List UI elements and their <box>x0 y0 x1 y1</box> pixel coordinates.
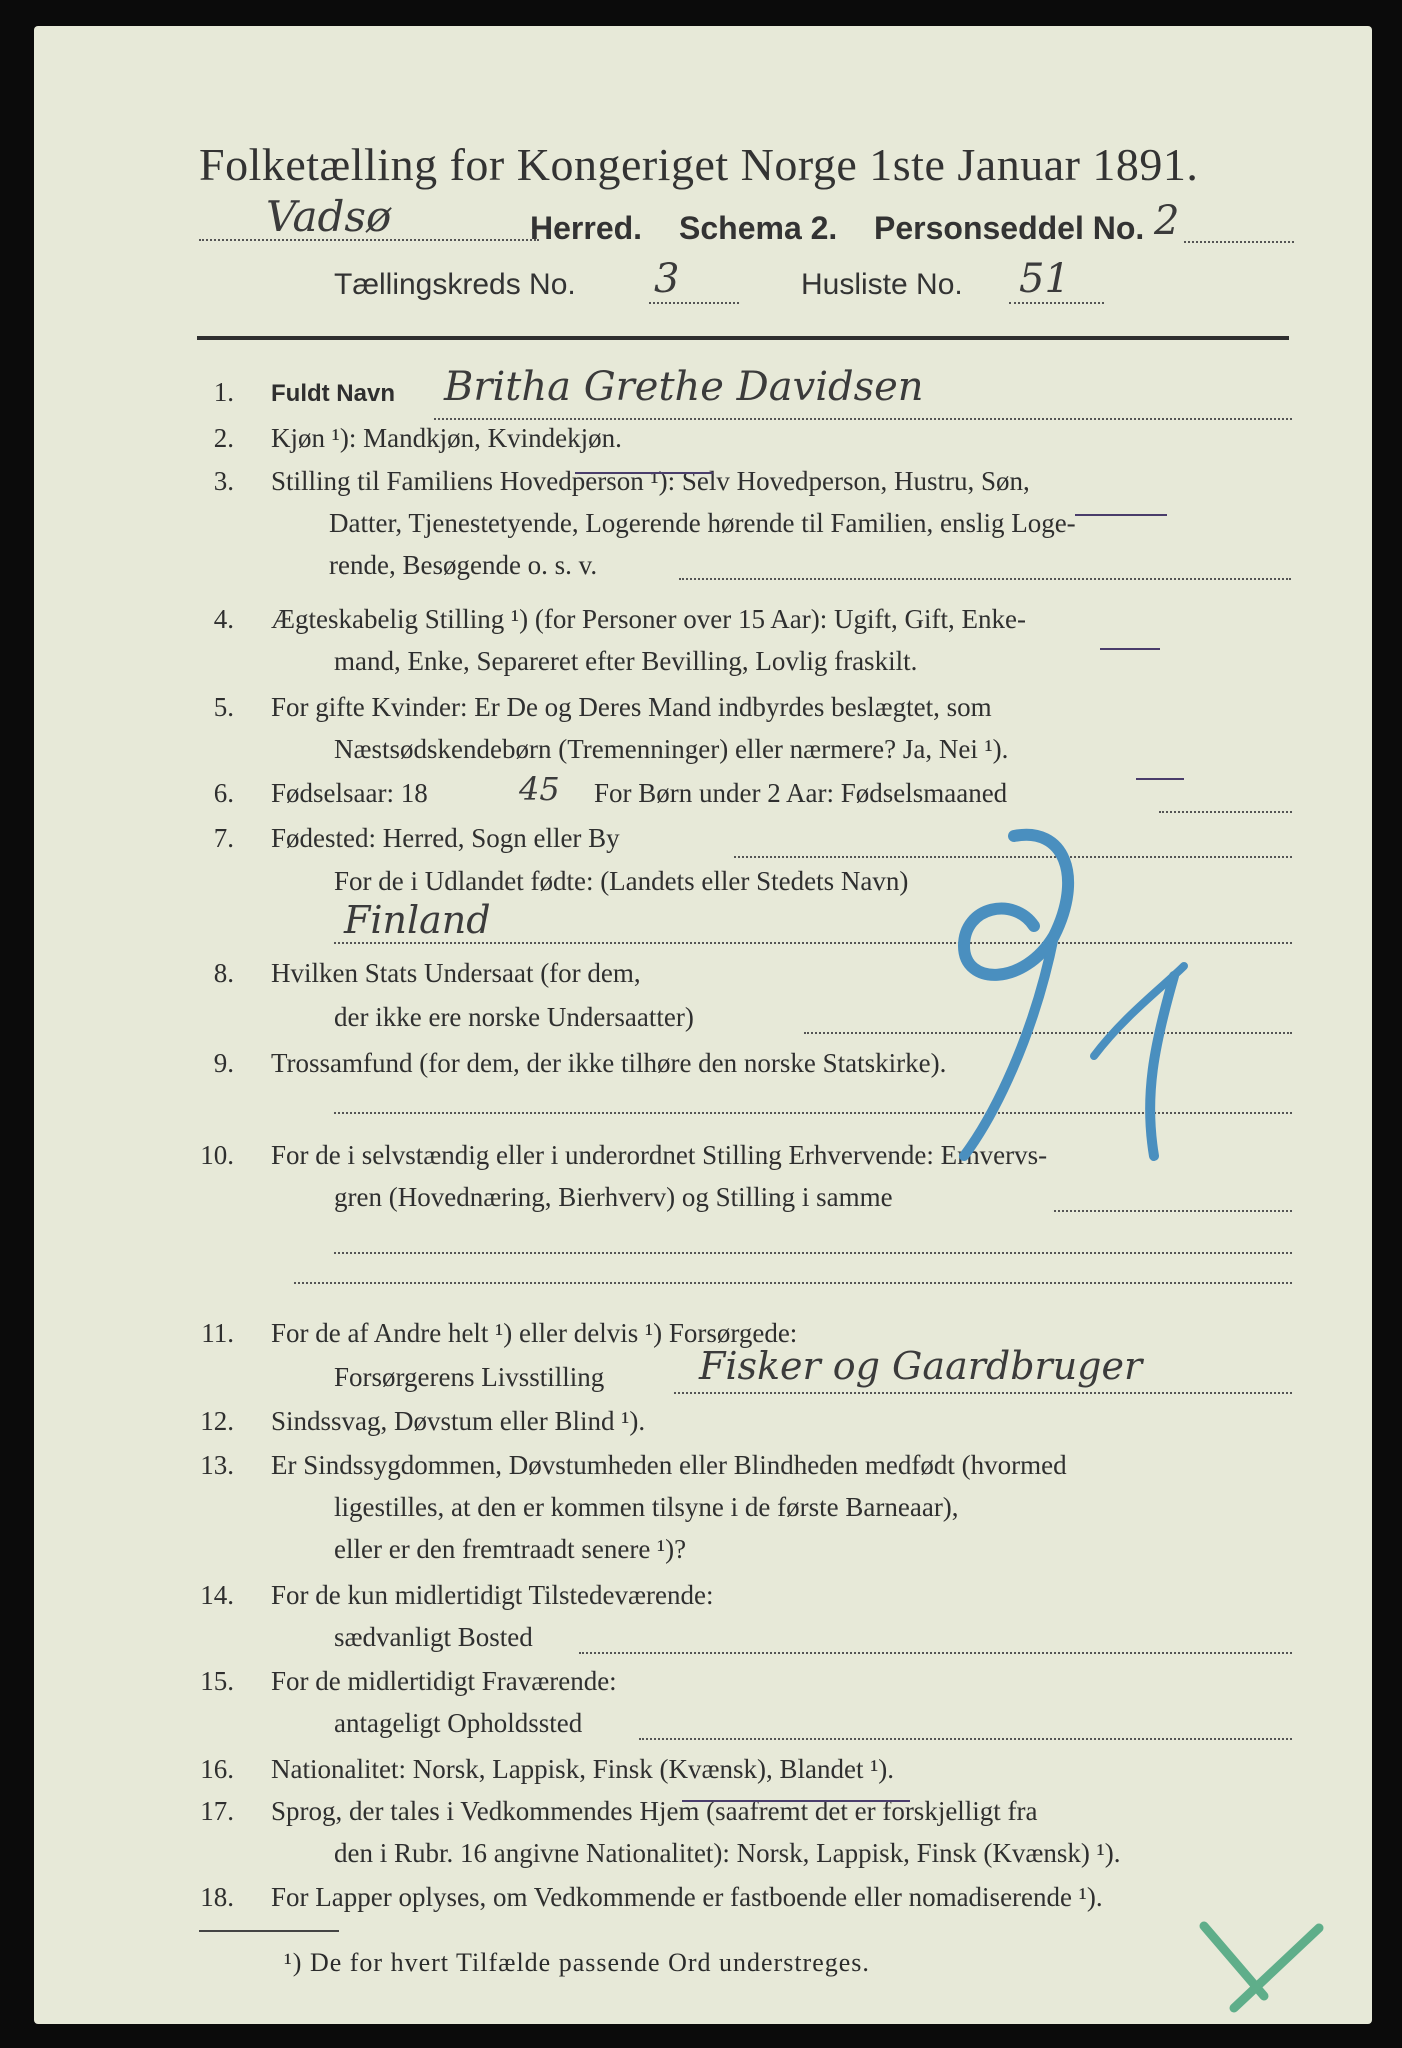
question-18-line-1: For Lapper oplyses, om Vedkommende er fastboende eller nomadiserende ¹). <box>271 1882 1103 1912</box>
question-9-line-1: Trossamfund (for dem, der ikke tilhøre den norske Statskirke). <box>271 1048 947 1078</box>
blue-pencil-mark <box>854 816 1234 1216</box>
question-1-answer: Britha Grethe Davidsen <box>444 364 924 410</box>
question-10-number: 10. <box>200 1140 234 1170</box>
question-14-line-1: For de kun midlertidigt Tilstedeværende: <box>271 1580 714 1610</box>
question-13-line-2: ligestilles, at den er kommen tilsyne i de første Barneaar), <box>334 1492 959 1522</box>
question-13-line-1: Er Sindssygdommen, Døvstumheden eller Blindheden medfødt (hvormed <box>271 1450 1067 1480</box>
question-8-number: 8. <box>213 958 234 988</box>
herred-label: Herred. <box>530 210 643 246</box>
taellingskreds-label: Tællingskreds No. <box>334 268 576 301</box>
underline-hustru <box>1075 514 1167 516</box>
question-14-dotline <box>579 1652 1292 1654</box>
question-1-dotline <box>434 418 1292 420</box>
question-14-number: 14. <box>200 1580 234 1610</box>
question-6-dotline <box>1159 811 1292 813</box>
question-1-label: Fuldt Navn <box>271 380 395 407</box>
taellingskreds-dotline <box>649 302 739 304</box>
question-10-dotline-2 <box>334 1252 1292 1254</box>
footnote-rule <box>199 1930 339 1932</box>
question-14-line-2: sædvanligt Bosted <box>334 1622 533 1652</box>
herred-value: Vadsø <box>266 192 392 241</box>
question-3-line-2: Datter, Tjenestetyende, Logerende hørende til Familien, enslig Loge- <box>329 508 1076 538</box>
question-17-line-2: den i Rubr. 16 angivne Nationalitet): Norsk, Lappisk, Finsk (Kvænsk) ¹). <box>334 1838 1121 1868</box>
taellingskreds-value: 3 <box>654 256 680 302</box>
question-8-line-1: Hvilken Stats Undersaat (for dem, <box>271 958 641 988</box>
question-4-line-1: Ægteskabelig Stilling ¹) (for Personer over 15 Aar): Ugift, Gift, Enke- <box>271 604 1026 634</box>
schema-label: Schema 2. <box>679 210 838 246</box>
green-check-mark <box>1194 1916 1334 2016</box>
question-5-line-2: Næstsødskendebørn (Tremenninger) eller nærmere? Ja, Nei ¹). <box>334 734 1009 764</box>
underline-nei <box>1136 778 1184 780</box>
question-5-line-1: For gifte Kvinder: Er De og Deres Mand indbyrdes beslægtet, som <box>271 692 992 722</box>
question-4-number: 4. <box>213 604 234 634</box>
question-7-answer: Finland <box>344 898 491 942</box>
question-6-number: 6. <box>213 778 234 808</box>
question-10-line-1: For de i selvstændig eller i underordnet Stilling Erhvervende: Erhvervs- <box>271 1140 1048 1170</box>
question-6-month-label: For Børn under 2 Aar: Fødselsmaaned <box>594 778 1008 808</box>
underline-finsk <box>682 1800 910 1802</box>
question-12-number: 12. <box>200 1406 234 1436</box>
husliste-label: Husliste No. <box>801 268 963 301</box>
question-3-dotline <box>679 578 1291 580</box>
question-7-line-1: Fødested: Herred, Sogn eller By <box>271 823 620 853</box>
question-11-number: 11. <box>201 1318 234 1348</box>
question-10-line-2: gren (Hovednæring, Bierhverv) og Stilling i samme <box>334 1182 893 1212</box>
question-15-number: 15. <box>200 1666 234 1696</box>
question-9-number: 9. <box>213 1048 234 1078</box>
question-11-line-1: For de af Andre helt ¹) eller delvis ¹) Forsørgede: <box>271 1318 798 1348</box>
question-17-number: 17. <box>200 1796 234 1826</box>
underline-gift <box>1100 648 1160 650</box>
underline-kvindekjon <box>575 472 713 474</box>
question-10-dotline-3 <box>294 1282 1292 1284</box>
husliste-dotline <box>1009 302 1104 304</box>
census-form-sheet <box>34 26 1372 2024</box>
personseddel-dotline <box>1184 241 1294 243</box>
question-15-line-1: For de midlertidigt Fraværende: <box>271 1666 617 1696</box>
question-7-number: 7. <box>213 823 234 853</box>
question-11-dotline <box>674 1392 1292 1394</box>
question-2-number: 2. <box>213 423 234 453</box>
question-13-line-3: eller er den fremtraadt senere ¹)? <box>334 1534 687 1564</box>
question-1-number: 1. <box>213 377 234 407</box>
question-8-line-2: der ikke ere norske Undersaatter) <box>334 1002 694 1032</box>
form-title: Folketælling for Kongeriget Norge 1ste Januar 1891. <box>199 139 1199 190</box>
personseddel-value: 2 <box>1154 198 1180 244</box>
question-12-line-1: Sindssvag, Døvstum eller Blind ¹). <box>271 1406 646 1436</box>
question-13-number: 13. <box>200 1450 234 1480</box>
question-3-line-1: Stilling til Familiens Hovedperson ¹): Selv Hovedperson, Hustru, Søn, <box>271 466 1030 496</box>
question-15-line-2: antageligt Opholdssted <box>334 1708 583 1738</box>
question-3-line-3: rende, Besøgende o. s. v. <box>329 550 598 580</box>
question-16-number: 16. <box>200 1754 234 1784</box>
question-16-line-1: Nationalitet: Norsk, Lappisk, Finsk (Kvænsk), Blandet ¹). <box>271 1754 895 1784</box>
question-6-answer: 45 <box>519 770 560 808</box>
header-rule <box>197 336 1289 340</box>
personseddel-label: Personseddel No. <box>874 210 1145 246</box>
question-7-line-2: For de i Udlandet fødte: (Landets eller Stedets Navn) <box>334 866 909 896</box>
question-3-number: 3. <box>213 466 234 496</box>
husliste-value: 51 <box>1019 256 1070 302</box>
question-15-dotline <box>639 1738 1292 1740</box>
question-4-line-2: mand, Enke, Separeret efter Bevilling, Lovlig fraskilt. <box>334 646 918 676</box>
question-18-number: 18. <box>200 1882 234 1912</box>
question-11-line-2: Forsørgerens Livsstilling <box>334 1362 605 1392</box>
footnote: ¹) De for hvert Tilfælde passende Ord understreges. <box>284 1948 870 1977</box>
question-5-number: 5. <box>213 692 234 722</box>
question-11-answer: Fisker og Gaardbruger <box>699 1344 1143 1388</box>
question-2-text: Kjøn ¹): Mandkjøn, Kvindekjøn. <box>271 423 622 453</box>
question-6-label: Fødselsaar: 18 <box>271 778 428 808</box>
question-17-line-1: Sprog, der tales i Vedkommendes Hjem (saafremt det er forskjelligt fra <box>271 1796 1038 1826</box>
